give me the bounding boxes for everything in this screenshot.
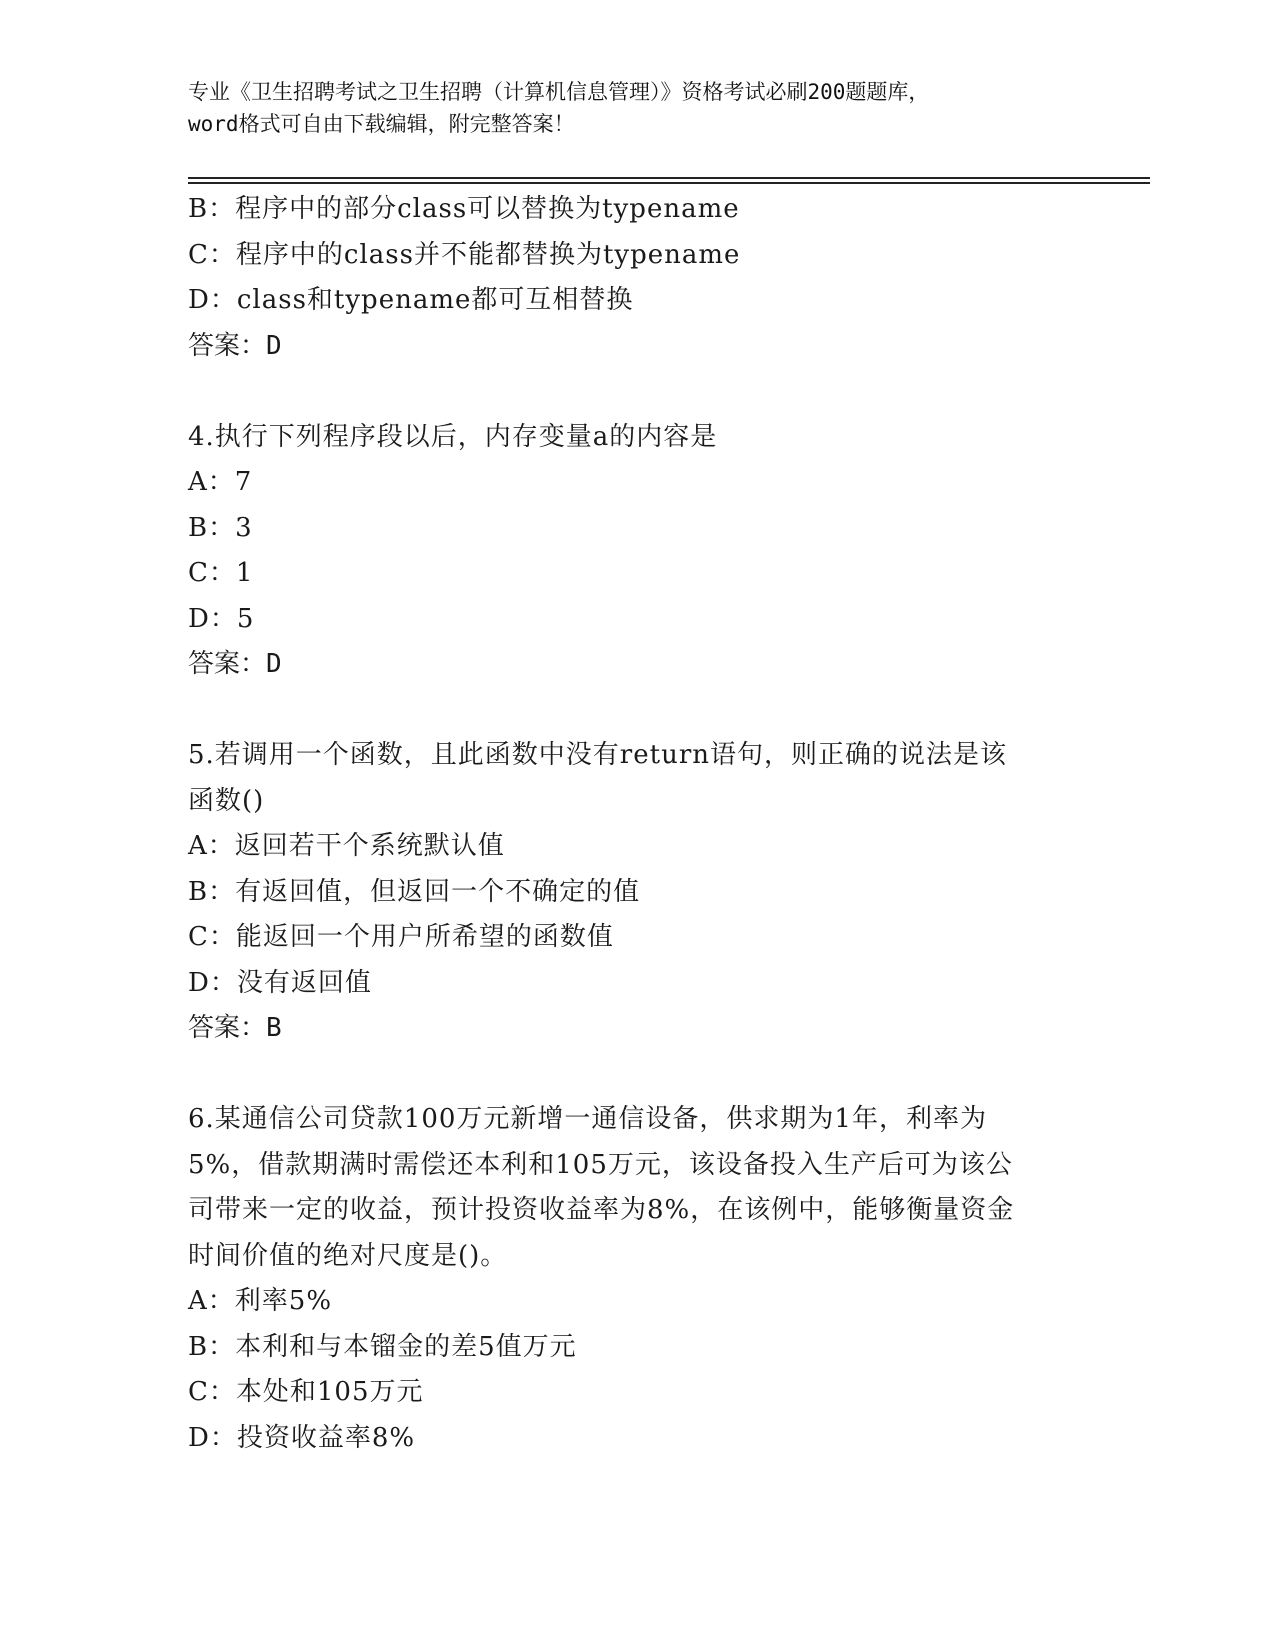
option-b: B：程序中的部分class可以替换为typename <box>188 194 740 224</box>
header-line-2: word格式可自由下载编辑，附完整答案！ <box>188 112 575 136</box>
header-rule-bottom <box>188 182 1150 184</box>
question-5 <box>188 733 1068 1052</box>
option-c: C：1 <box>188 558 254 588</box>
option-d: D：class和typename都可互相替换 <box>188 285 634 315</box>
option-d: D：没有返回值 <box>188 967 372 998</box>
option-a: A：返回若干个系统默认值 <box>188 831 505 861</box>
question-stem-line-3: 司带来一定的收益，预计投资收益率为8%，在该例中，能够衡量资金 <box>188 1195 1015 1225</box>
spacer <box>188 688 1068 734</box>
option-c: C：程序中的class并不能都替换为typename <box>188 239 741 270</box>
option-a: A：7 <box>188 467 253 497</box>
question-stem-line-2: 函数() <box>188 785 265 816</box>
document-body <box>188 187 1068 1461</box>
question-stem: 4.执行下列程序段以后，内存变量a的内容是 <box>188 421 718 452</box>
question-stem-line-1: 5.若调用一个函数，且此函数中没有return语句，则正确的说法是该 <box>188 740 1007 770</box>
header-rule-top <box>188 177 1150 179</box>
document-header <box>188 76 1088 140</box>
option-d: D：5 <box>188 603 255 634</box>
answer: 答案：D <box>188 330 282 361</box>
question-4 <box>188 415 1068 688</box>
option-c: C：能返回一个用户所希望的函数值 <box>188 922 614 952</box>
header-line-1: 专业《卫生招聘考试之卫生招聘（计算机信息管理）》资格考试必刷200题题库， <box>188 80 930 104</box>
question-stem-line-4: 时间价值的绝对尺度是()。 <box>188 1240 508 1271</box>
answer: 答案：B <box>188 1013 282 1043</box>
spacer <box>188 369 1068 415</box>
option-b: B：3 <box>188 512 253 543</box>
prev-question <box>188 187 1068 369</box>
option-b: B：本利和与本镏金的差5值万元 <box>188 1331 577 1362</box>
option-c: C：本处和105万元 <box>188 1377 424 1407</box>
spacer <box>188 1052 1068 1098</box>
question-stem-line-2: 5%，借款期满时需偿还本利和105万元，该设备投入生产后可为该公 <box>188 1149 1013 1180</box>
question-6 <box>188 1097 1068 1461</box>
answer: 答案：D <box>188 649 282 679</box>
option-a: A：利率5% <box>188 1286 333 1316</box>
option-b: B：有返回值，但返回一个不确定的值 <box>188 876 641 907</box>
option-d: D：投资收益率8% <box>188 1422 416 1453</box>
question-stem-line-1: 6.某通信公司贷款100万元新增一通信设备，供求期为1年，利率为 <box>188 1104 987 1134</box>
